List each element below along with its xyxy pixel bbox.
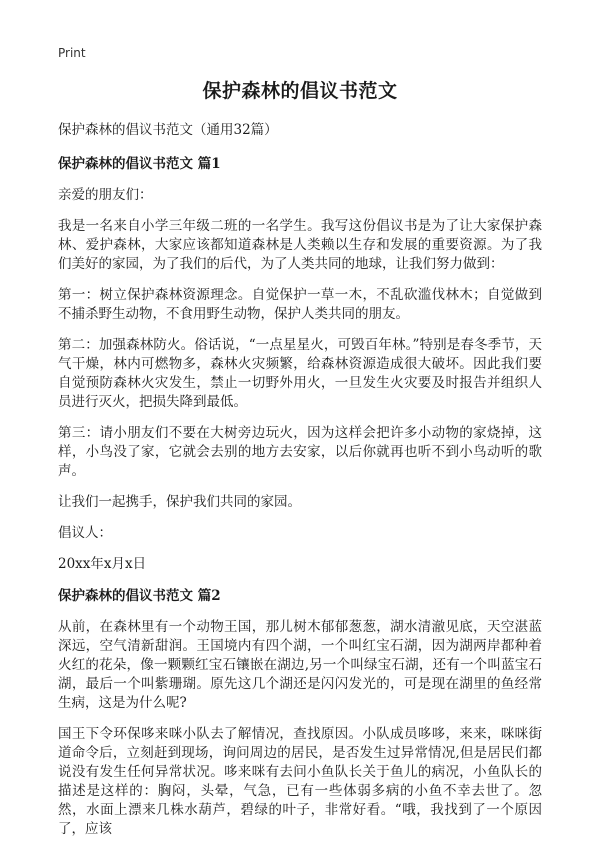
signer-label: 倡议人： [58,525,112,541]
section-heading-2: 保护森林的倡议书范文 篇2 [58,588,221,604]
paragraph: 我是一名来自小学三年级二班的一名学生。我写这份倡议书是为了让大家保护森林、爱护森林，大家应该都知道森林是人类赖以生存和发展的重要资源。为了我们美好的家园，为了我们的后代，为了人类共同的地球，让我们努力做到： [58,218,542,272]
paragraph: 第三：请小朋友们不要在大树旁边玩火，因为这样会把许多小动物的家烧掉，这样，小鸟没了家，它就会去别的地方去安家，以后你就再也听不到小鸟动听的歌声。 [58,425,542,479]
document-body [58,120,542,851]
paragraph: 国王下令环保哆来咪小队去了解情况，查找原因。小队成员哆哆，来来，咪咪街道命令后，立刻赶到现场，询问周边的居民，是否发生过异常情况,但是居民们都说没有发生任何异常状况。哆来咪有去问小鱼队长关于鱼儿的病况，小鱼队长的描述是这样的：胸闷，头晕，气急，已有一些体弱多病的小鱼不幸去世了。忽然，水面上漂来几株水葫芦，碧绿的叶子，非常好看。“哦，我找到了一个原因了，应该 [58,726,542,837]
print-link[interactable]: Print [58,46,86,60]
paragraph: 从前，在森林里有一个动物王国，那儿树木郁郁葱葱，湖水清澈见底，天空湛蓝深远，空气清新甜润。王国境内有四个湖，一个叫红宝石湖，因为湖两岸都种着火红的花朵，像一颗颗红宝石镶嵌在湖边,另一个叫绿宝石湖，还有一个叫蓝宝石湖，最后一个叫紫珊瑚。原先这几个湖还是闪闪发光的，可是现在湖里的鱼经常生病，这是为什么呢? [58,619,542,711]
greeting: 亲爱的朋友们： [58,187,153,203]
paragraph: 第二：加强森林防火。俗话说，“一点星星火，可毁百年林。”特别是春冬季节，天气干燥，林内可燃物多，森林火灾频繁，给森林资源造成很大破坏。因此我们要自觉预防森林火灾发生，禁止一切野外用火，一旦发生火灾要及时报告并组织人员进行灭火，把损失降到最低。 [58,337,542,410]
paragraph: 第一：树立保护森林资源理念。自觉保护一草一木，不乱砍滥伐林木；自觉做到不捕杀野生动物，不食用野生动物，保护人类共同的朋友。 [58,287,542,322]
paragraph: 让我们一起携手，保护我们共同的家园。 [58,494,301,510]
document-subtitle: 保护森林的倡议书范文（通用32篇） [58,122,278,138]
section-heading-1: 保护森林的倡议书范文 篇1 [58,156,221,172]
page-title: 保护森林的倡议书范文 [202,80,398,102]
date-line: 20xx年x月x日 [58,556,147,572]
